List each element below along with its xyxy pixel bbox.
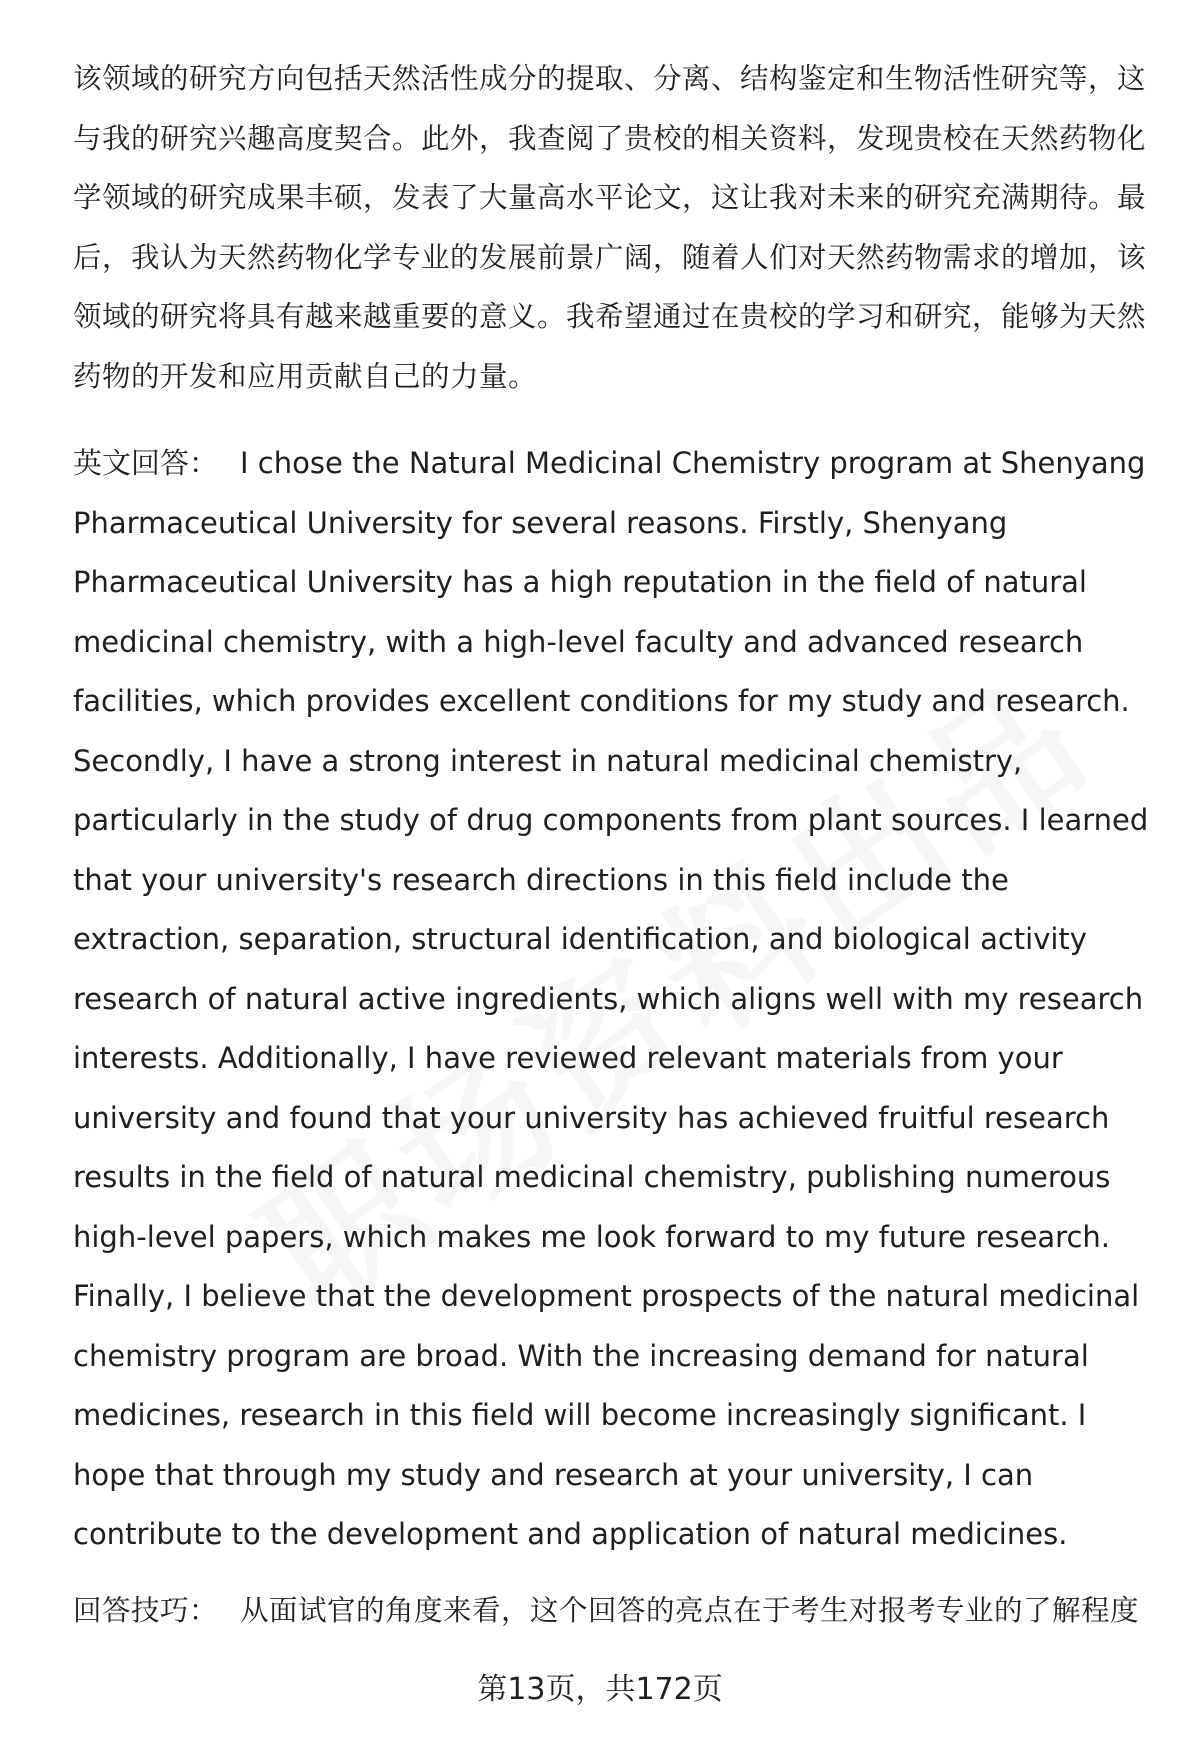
page-indicator: 第13页，共172页 xyxy=(477,1672,723,1707)
answer-tips-text: 从面试官的角度来看，这个回答的亮点在于考生对报考专业的了解程度 xyxy=(240,1594,1140,1627)
chinese-paragraph-continued: 该领域的研究方向包括天然活性成分的提取、分离、结构鉴定和生物活性研究等，这与我的研究兴趣高度契合。此外，我查阅了贵校的相关资料，发现贵校在天然药物化学领域的研究成果丰硕，发表了大量高水平论文，这让我对未来的研究充满期待。最后，我认为天然药物化学专业的发展前景广阔，随着人们对天然药物需求的增加，该领域的研究将具有越来越重要的意义。我希望通过在贵校的学习和研究，能够为天然药物的开发和应用贡献自己的力量。 xyxy=(73,62,1147,393)
english-answer-paragraph xyxy=(73,434,1153,1565)
answer-tips-label: 回答技巧： xyxy=(73,1594,219,1627)
english-answer-label: 英文回答： xyxy=(73,446,219,480)
answer-tips-paragraph xyxy=(73,1581,1153,1641)
english-answer-text: I chose the Natural Medicinal Chemistry program at Shenyang Pharmaceutical University for several reasons. Firstly, Shenyang Pharmaceutical University has a high reputation in the field of natural medicinal chemistry, with a high-level faculty and advanced research facilities, which provides excellent conditions for my study and research. Secondly, I have a strong interest in natural medicinal chemistry, particularly in the study of drug components from plant sources. I learned that your university's research directions in this field include the extraction, separation, structural identification, and biological activity research of natural active ingredients, which aligns well with my research interests. Additionally, I have reviewed relevant materials from your university and found that your university has achieved fruitful research results in the field of natural medicinal chemistry, publishing numerous high-level papers, which makes me look forward to my future research. Finally, I believe that the development prospects of the natural medicinal chemistry program are broad. With the increasing demand for natural medicines, research in this field will become increasingly significant. I hope that through my study and research at your university, I can contribute to the development and application of natural medicines. xyxy=(73,446,1149,1551)
